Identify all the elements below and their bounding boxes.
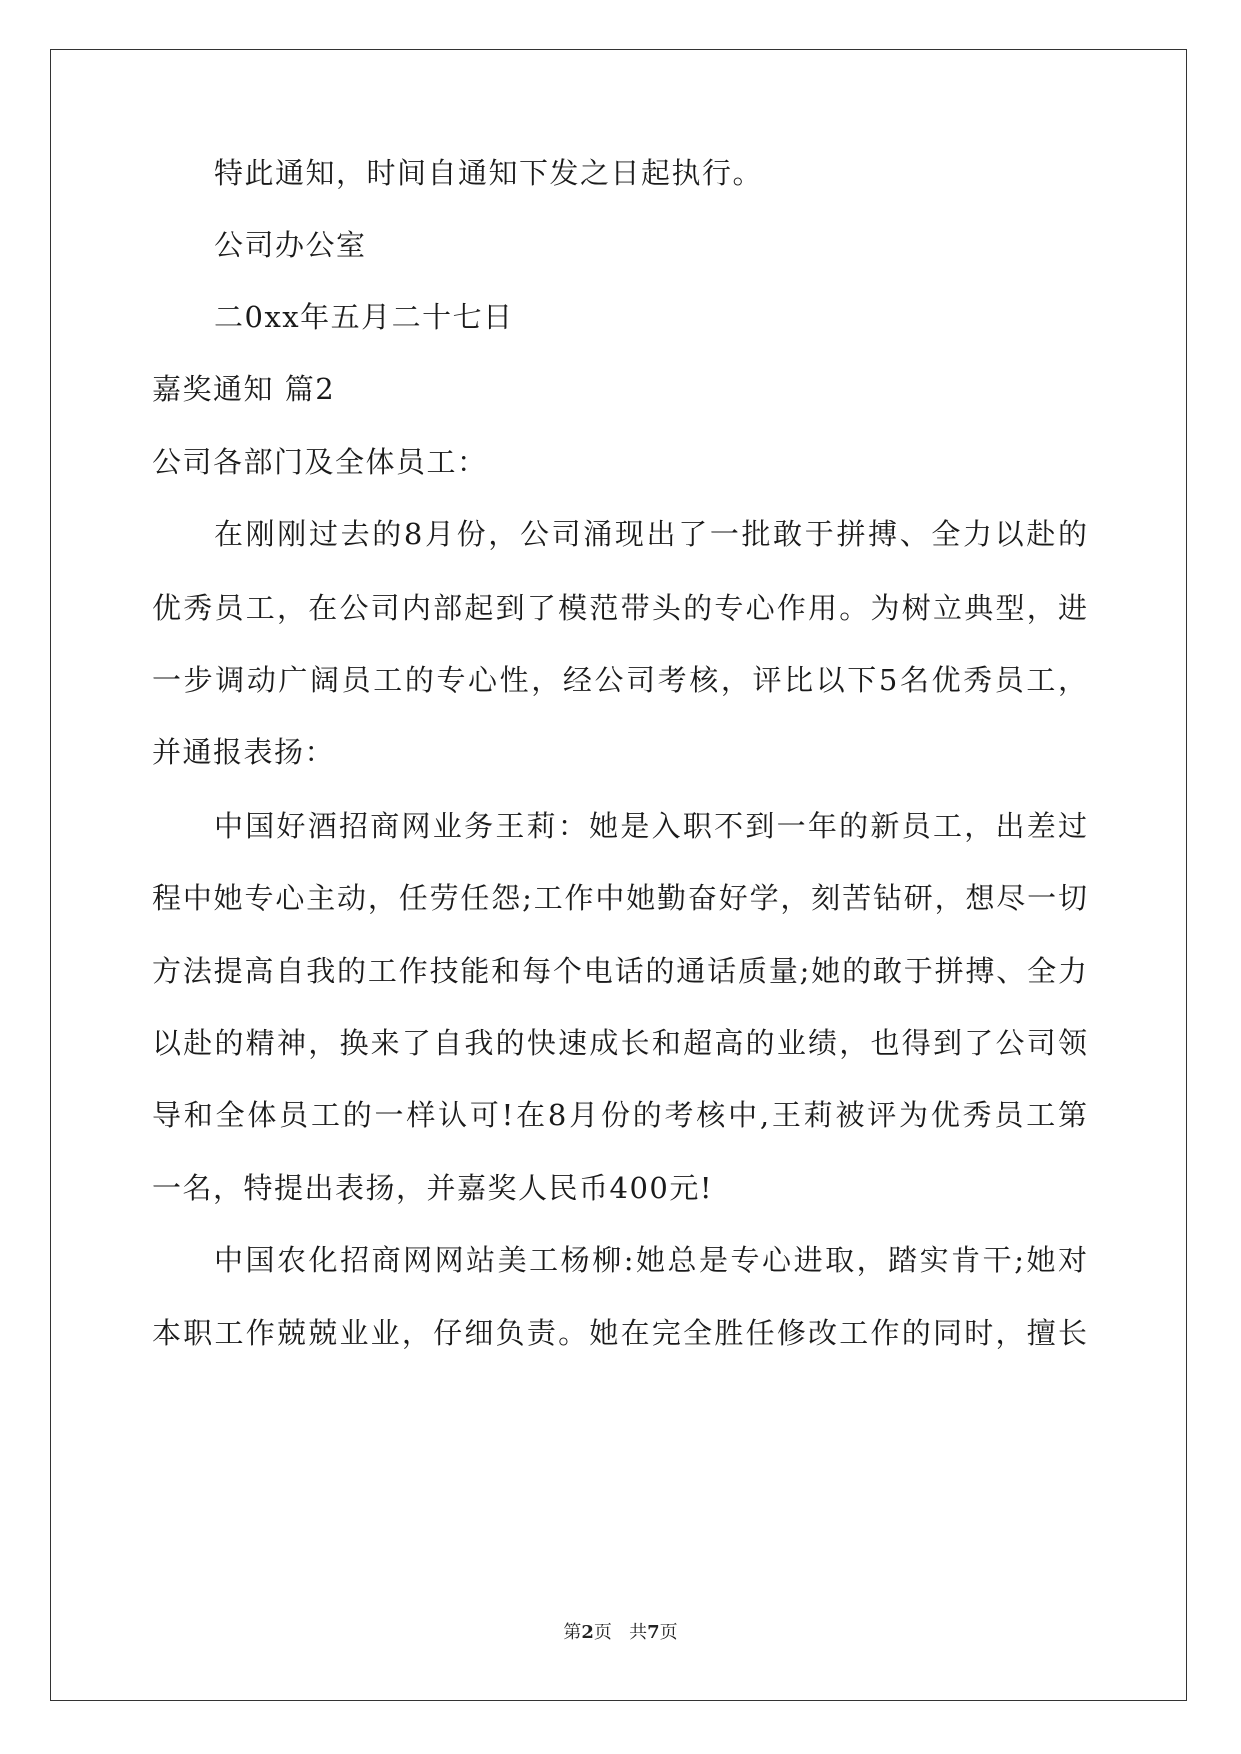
salutation: 公司各部门及全体员工：	[152, 445, 488, 479]
total-prefix: 共	[629, 1622, 648, 1643]
paragraph-line: 本职工作兢兢业业，仔细负责。她在完全胜任修改工作的同时，擅长	[152, 1316, 1087, 1350]
signature-date: 二0xx年五月二十七日	[214, 300, 514, 334]
paragraph-line: 方法提高自我的工作技能和每个电话的通话质量;她的敢于拼搏、全力	[152, 954, 1087, 988]
paragraph-line: 中国农化招商网网站美工杨柳:她总是专心进取，踏实肯干;她对	[214, 1243, 1087, 1277]
paragraph-line: 程中她专心主动，任劳任怨;工作中她勤奋好学，刻苦钻研，想尽一切	[152, 881, 1087, 915]
page-footer	[0, 1618, 1241, 1644]
paragraph-line: 优秀员工，在公司内部起到了模范带头的专心作用。为树立典型，进	[152, 591, 1087, 625]
total-suffix: 页	[659, 1622, 678, 1643]
paragraph-line: 导和全体员工的一样认可!在8月份的考核中,王莉被评为优秀员工第	[152, 1098, 1087, 1132]
page-number: 2	[581, 1622, 594, 1643]
paragraph-line: 一步调动广阔员工的专心性，经公司考核，评比以下5名优秀员工，	[152, 663, 1087, 697]
closing-sentence: 特此通知，时间自通知下发之日起执行。	[214, 156, 764, 190]
section-heading: 嘉奖通知 篇2	[152, 372, 336, 406]
total-pages: 7	[647, 1622, 660, 1643]
paragraph-line: 并通报表扬：	[152, 735, 336, 769]
paragraph-line: 以赴的精神，换来了自我的快速成长和超高的业绩，也得到了公司领	[152, 1026, 1087, 1060]
paragraph-line: 一名，特提出表扬，并嘉奖人民币400元!	[152, 1171, 714, 1205]
paragraph-line: 在刚刚过去的8月份，公司涌现出了一批敢于拼搏、全力以赴的	[214, 517, 1087, 551]
page-suffix: 页	[593, 1622, 612, 1643]
page-prefix: 第	[563, 1622, 582, 1643]
paragraph-line: 中国好酒招商网业务王莉：她是入职不到一年的新员工，出差过	[214, 809, 1087, 843]
signature-office: 公司办公室	[214, 228, 367, 262]
